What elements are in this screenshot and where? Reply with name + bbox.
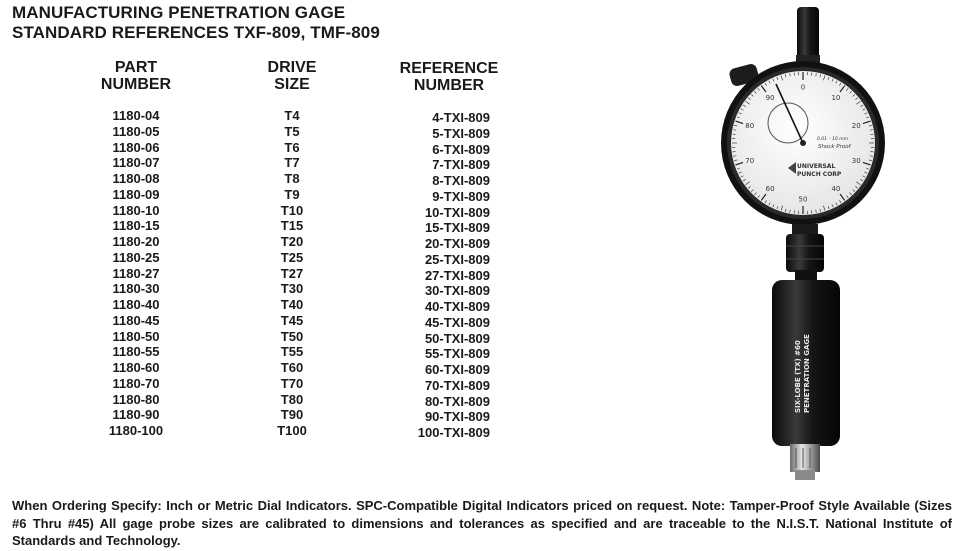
part-number-cell: 1180-09 xyxy=(112,186,160,202)
dial-number: 60 xyxy=(765,184,775,193)
drive-size-cell: T9 xyxy=(284,186,300,202)
reference-number-cell: 60-TXI-809 xyxy=(424,362,490,377)
reference-number-cell: 4-TXI-809 xyxy=(432,110,490,125)
drive-size-cell: T100 xyxy=(277,423,307,438)
part-number-cell: 1180-04 xyxy=(112,108,160,123)
drive-size-cell: T30 xyxy=(280,281,304,297)
part-number-cell: 1180-25 xyxy=(112,249,160,265)
drive-size-cell: T4 xyxy=(284,108,300,123)
part-number-cell: 1180-08 xyxy=(112,171,160,186)
reference-number-cell: 15-TXI-809 xyxy=(424,220,490,236)
dial-number: 50 xyxy=(798,195,808,204)
reference-number-cell: 9-TXI-809 xyxy=(432,188,490,204)
page-title: MANUFACTURING PENETRATION GAGE xyxy=(12,3,346,22)
dial-number: 10 xyxy=(831,94,841,103)
drive-size-header: DRIVE SIZE xyxy=(267,59,317,93)
drive-size-cell: T55 xyxy=(280,344,304,360)
part-number-header: PART NUMBER xyxy=(100,59,172,93)
part-number-cell: 1180-90 xyxy=(112,407,160,423)
reference-number-column xyxy=(405,110,490,441)
drive-size-cell: T15 xyxy=(280,218,304,234)
reference-number-cell: 100-TXI-809 xyxy=(417,425,490,440)
reference-number-cell: 20-TXI-809 xyxy=(424,236,490,251)
reference-number-cell: 40-TXI-809 xyxy=(424,299,490,314)
reference-number-cell: 80-TXI-809 xyxy=(424,393,490,409)
svg-text:UNIVERSAL: UNIVERSAL xyxy=(797,163,836,170)
drive-size-cell: T80 xyxy=(280,391,304,407)
reference-number-cell: 25-TXI-809 xyxy=(424,251,490,267)
dial-number: 90 xyxy=(765,94,775,103)
part-number-cell: 1180-40 xyxy=(112,297,160,312)
reference-number-cell: 8-TXI-809 xyxy=(432,173,490,188)
reference-number-cell: 7-TXI-809 xyxy=(432,157,490,173)
drive-size-cell: T5 xyxy=(284,123,300,139)
part-number-cell: 1180-20 xyxy=(112,234,160,249)
reference-number-cell: 90-TXI-809 xyxy=(424,409,490,425)
dial-number: 70 xyxy=(745,156,755,165)
part-number-cell: 1180-07 xyxy=(112,155,160,171)
drive-size-cell: T7 xyxy=(284,155,300,171)
svg-text:PUNCH CORP: PUNCH CORP xyxy=(797,171,842,178)
dial-number: 30 xyxy=(851,156,861,165)
part-number-cell: 1180-55 xyxy=(112,344,160,360)
page-subtitle: STANDARD REFERENCES TXF-809, TMF-809 xyxy=(12,23,380,42)
reference-number-cell: 70-TXI-809 xyxy=(424,377,490,393)
part-number-cell: 1180-50 xyxy=(112,328,160,344)
drive-size-cell: T27 xyxy=(280,265,304,281)
drive-size-cell: T40 xyxy=(280,297,304,312)
reference-number-cell: 10-TXI-809 xyxy=(424,204,490,220)
drive-size-cell: T90 xyxy=(280,407,304,423)
drive-size-cell: T10 xyxy=(280,202,304,218)
collar xyxy=(786,234,824,272)
reference-number-cell: 55-TXI-809 xyxy=(424,346,490,362)
reference-number-cell: 45-TXI-809 xyxy=(424,314,490,330)
reference-number-header: REFERENCE NUMBER xyxy=(399,60,499,94)
part-number-cell: 1180-100 xyxy=(108,423,164,438)
part-number-cell: 1180-15 xyxy=(112,218,160,234)
part-number-cell: 1180-05 xyxy=(112,123,160,139)
part-number-cell: 1180-80 xyxy=(112,391,160,407)
body-label xyxy=(794,334,811,413)
part-number-cell: 1180-27 xyxy=(112,265,160,281)
drive-size-cell: T6 xyxy=(284,139,300,155)
part-number-cell: 1180-06 xyxy=(112,139,160,155)
dial-number: 20 xyxy=(851,122,861,131)
dial-number: 0 xyxy=(800,83,806,92)
reference-number-cell: 6-TXI-809 xyxy=(432,141,490,157)
drive-size-cell: T20 xyxy=(280,234,304,249)
drive-size-cell: T25 xyxy=(280,249,304,265)
drive-size-cell: T60 xyxy=(280,360,304,375)
drive-size-column xyxy=(262,108,322,439)
part-number-cell: 1180-30 xyxy=(112,281,160,297)
drive-size-cell: T70 xyxy=(280,375,304,391)
svg-text:0.01 – 10 mm: 0.01 – 10 mm xyxy=(817,137,849,142)
svg-text:PENETRATION GAGE: PENETRATION GAGE xyxy=(803,334,811,413)
probe-tip xyxy=(790,444,820,472)
part-number-column xyxy=(92,108,180,439)
part-number-cell: 1180-70 xyxy=(112,375,160,391)
svg-text:Shock Proof: Shock Proof xyxy=(818,144,851,150)
ordering-note: When Ordering Specify: Inch or Metric Dial Indicators. SPC-Compatible Digital Indicators priced on request. Note: Tamper-Proof Style Available (Sizes #6 Thru #45) All gage probe sizes are calibrated to dimensions and tolerances as specified and are traceable to the N.I.S.T. National Institute of Standards and Technology. xyxy=(12,498,952,548)
reference-number-cell: 30-TXI-809 xyxy=(424,283,490,299)
svg-text:SIX-LOBE (TX) #60: SIX-LOBE (TX) #60 xyxy=(794,340,802,413)
drive-size-cell: T50 xyxy=(280,328,304,344)
part-number-cell: 1180-45 xyxy=(112,312,160,328)
drive-size-cell: T45 xyxy=(280,312,304,328)
dial-number: 80 xyxy=(745,122,755,131)
penetration-gage-image xyxy=(700,0,964,485)
part-number-cell: 1180-10 xyxy=(112,202,160,218)
reference-number-cell: 50-TXI-809 xyxy=(424,330,490,346)
part-number-cell: 1180-60 xyxy=(112,360,160,375)
dial-stem xyxy=(797,7,819,59)
reference-number-cell: 27-TXI-809 xyxy=(424,267,490,283)
reference-number-cell: 5-TXI-809 xyxy=(432,125,490,141)
drive-size-cell: T8 xyxy=(284,171,300,186)
dial-number: 40 xyxy=(831,184,841,193)
